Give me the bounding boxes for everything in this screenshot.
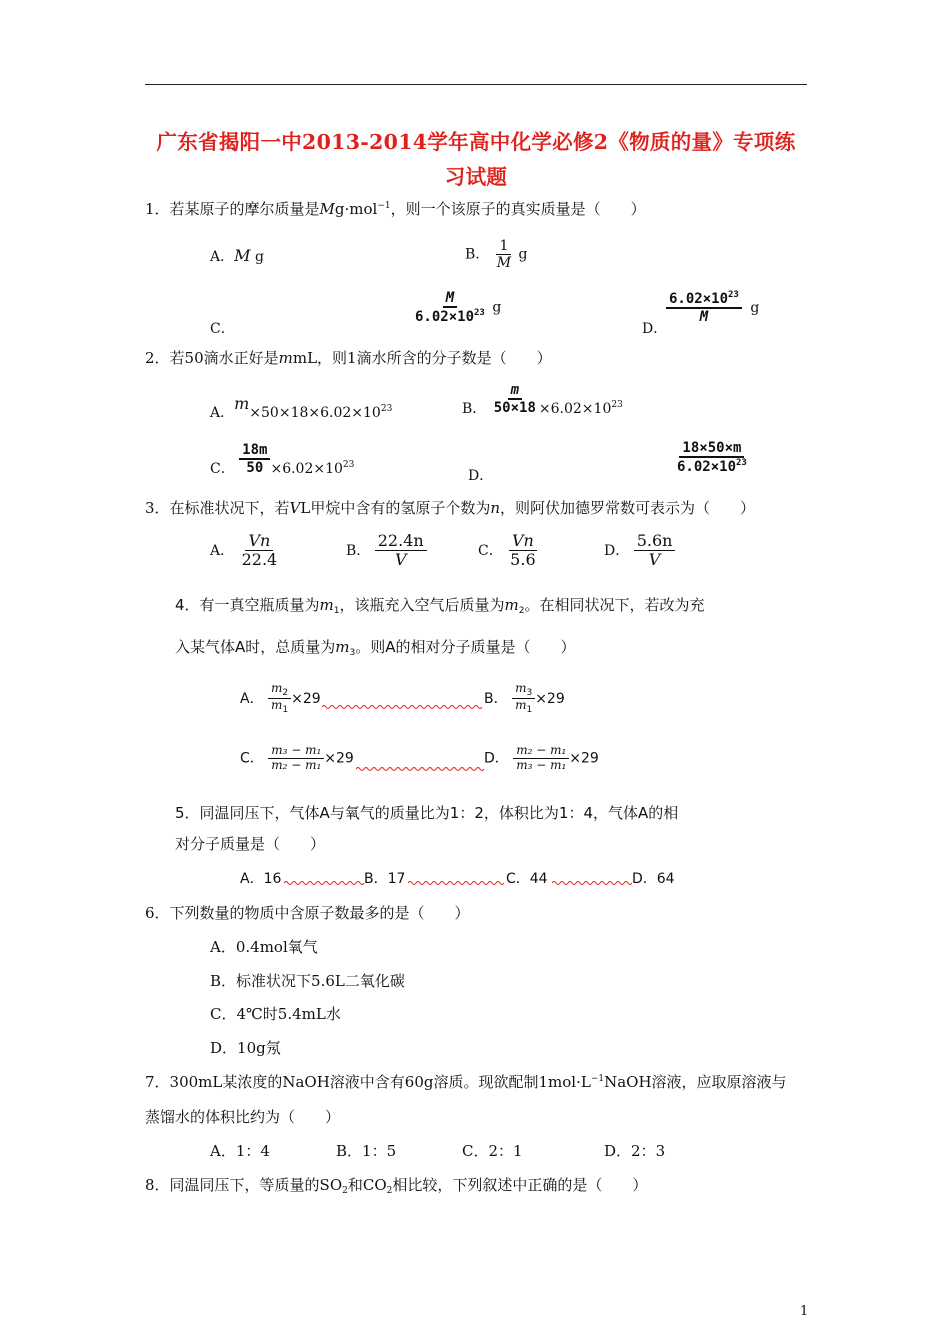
q5-option-d: D．64	[632, 871, 675, 887]
q1-option-a: A．M g	[210, 246, 264, 265]
q2-option-b: B． $\frac{m}{50\times 18}$ $\times 6.02\times 10^{23}$	[462, 382, 623, 418]
q3-option-a: A． $\frac{Vn}{22.4}$	[210, 531, 278, 570]
q7-option-d: D．2：3	[604, 1142, 666, 1160]
q6-option-d: D．10g氖	[210, 1039, 281, 1057]
question-4-line1: 4．有一真空瓶质量为$m_1$，该瓶充入空气后质量为$m_2$。在相同状况下，若改为充	[175, 596, 705, 616]
question-3-stem: 3．在标准状况下，若VL甲烷中含有的氢原子个数为n，则阿伏加德罗常数可表示为（ ）	[145, 499, 756, 517]
q4-option-d: D． $\frac{\text{m₂ − m₁}}{\text{m₃ − m₁}}$ ×29	[484, 743, 599, 772]
document-title-line1: 广东省揭阳一中2013-2014学年高中化学必修2《物质的量》专项练	[156, 130, 796, 154]
q4-wavy-underline-c	[356, 766, 484, 772]
q1-option-b: B． $\frac{1}{M}$ g	[465, 238, 528, 272]
q7-option-a: A．1：4	[210, 1142, 270, 1160]
q2-option-c: C． $\frac{18m}{50}$ $\times 6.02\times 10^{23}$	[210, 442, 355, 478]
q5-wavy-underline-c	[552, 880, 632, 886]
question-5-line1: 5．同温同压下，气体A与氧气的质量比为1：2，体积比为1：4，气体A的相	[175, 804, 679, 822]
question-6-stem: 6．下列数量的物质中含原子数最多的是（ ）	[145, 904, 470, 922]
header-rule	[145, 84, 807, 85]
q2-option-a: A．$m\times 50\times 18\times 6.02\times 10^{23}$	[210, 394, 393, 421]
q2-option-d: $\frac{18\times 50\times m}{6.02\times 10^{23}}$	[677, 440, 747, 476]
q6-option-a: A．0.4mol氧气	[210, 938, 318, 956]
question-8-stem: 8．同温同压下，等质量的$SO_2$和$CO_2$相比较，下列叙述中正确的是（ ）	[145, 1176, 648, 1196]
q2-option-d-label: D．	[468, 468, 494, 484]
q1-option-c: $\frac{M}{6.02\times 10^{23}}$ g	[415, 290, 502, 326]
q5-option-b: B．17	[364, 871, 406, 887]
q5-option-c: C．44	[506, 871, 548, 887]
q4-wavy-underline-a	[322, 704, 482, 710]
question-5-line2: 对分子质量是（ ）	[175, 835, 326, 853]
page-number: 1	[800, 1304, 809, 1319]
q4-option-b: B． $\frac{m_3}{m_1}$ ×29	[484, 681, 565, 716]
q7-option-c: C．2：1	[462, 1142, 523, 1160]
question-4-line2: 入某气体A时，总质量为$m_3$。则A的相对分子质量是（ ）	[175, 638, 576, 658]
document-title-line2: 习试题	[444, 165, 508, 189]
q5-wavy-underline-b	[408, 880, 504, 886]
q5-option-a: A．16	[240, 871, 282, 887]
q1-option-c-label: C．	[210, 321, 235, 337]
question-2-stem: 2．若50滴水正好是mmL，则1滴水所含的分子数是（ ）	[145, 349, 552, 367]
question-7-line1: 7．300mL某浓度的NaOH溶液中含有60g溶质。现欲配制$1mol\cdot L^{-1}NaOH$溶液，应取原溶液与	[145, 1073, 787, 1091]
q5-wavy-underline-a	[284, 880, 364, 886]
q1-option-d: $\frac{6.02\times 10^{23}}{M}$ g	[666, 290, 759, 325]
q1-option-d-label: D．	[642, 321, 668, 337]
q3-option-c: C． $\frac{Vn}{5.6}$	[478, 531, 536, 570]
question-7-line2: 蒸馏水的体积比约为（ ）	[145, 1108, 341, 1126]
q6-option-b: B．标准状况下5.6L二氧化碳	[210, 972, 405, 990]
q3-option-d: D． $\frac{5.6n}{V}$	[604, 532, 675, 570]
q3-option-b: B． $\frac{22.4n}{V}$	[346, 532, 427, 570]
question-1-stem: 1．若某原子的摩尔质量是Mg·mol$^{-1}$，则一个该原子的真实质量是（ ）	[145, 200, 646, 218]
q6-option-c: C．4℃时5.4mL水	[210, 1005, 341, 1023]
q7-option-b: B．1：5	[336, 1142, 397, 1160]
q4-option-a: A． $\frac{m_2}{m_1}$ ×29	[240, 681, 321, 716]
q4-option-c: C． $\frac{\text{m₃ − m₁}}{\text{m₂ − m₁}}$ ×29	[240, 743, 354, 772]
